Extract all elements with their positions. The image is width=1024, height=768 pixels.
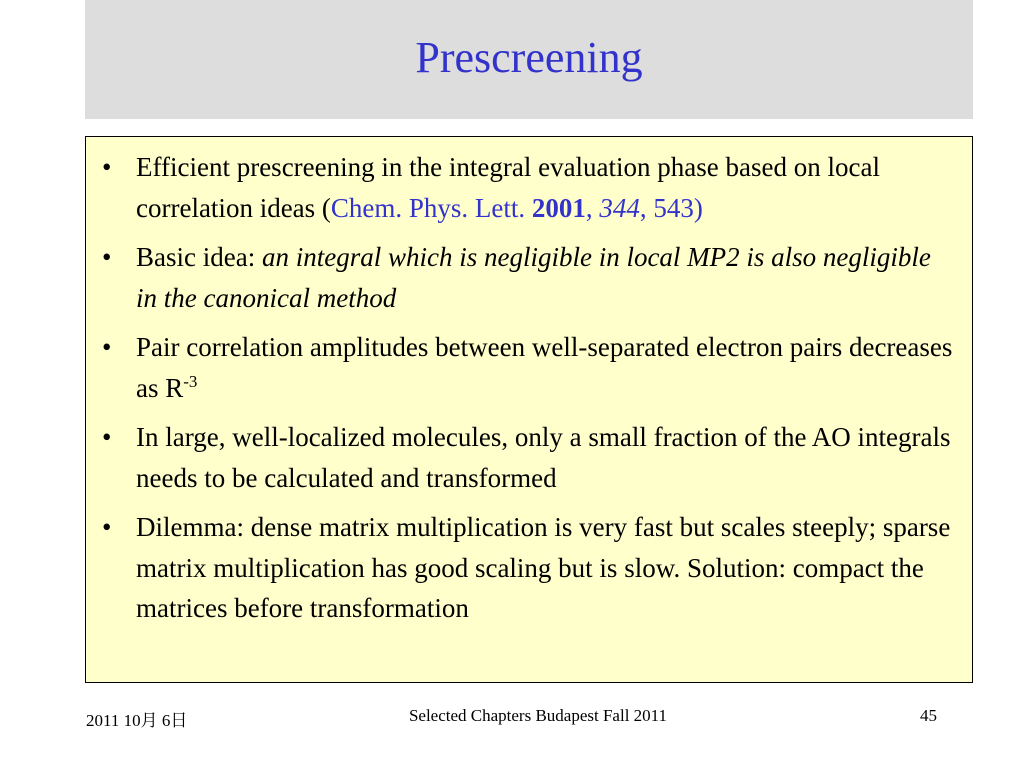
content-box xyxy=(85,136,973,683)
bullet-icon: • xyxy=(102,332,112,362)
footer-title: Selected Chapters Budapest Fall 2011 xyxy=(408,706,668,725)
bullet-text: Pair correlation amplitudes between well-separated electron pairs decreases as R xyxy=(136,332,953,403)
citation-volume: 344 xyxy=(599,192,640,223)
bullet-item xyxy=(102,327,956,408)
bullet-item xyxy=(102,417,956,498)
page-number: 45 xyxy=(920,706,937,725)
bullet-list xyxy=(86,137,972,629)
citation-year: 2001 xyxy=(531,192,586,223)
citation-journal: Chem. Phys. Lett. xyxy=(330,192,532,223)
bullet-icon: • xyxy=(102,422,112,452)
bullet-emphasis: an integral which is negligible in local MP2 is also negligible in the canonical method xyxy=(136,242,931,313)
footer-center xyxy=(0,706,1024,726)
footer-date: 2011 10月 6日 xyxy=(86,711,188,730)
citation xyxy=(331,193,703,223)
bullet-icon: • xyxy=(102,152,112,182)
bullet-text: In large, well-localized molecules, only a small fraction of the AO integrals needs to be calculated and transformed xyxy=(136,422,951,493)
citation-pages: 543) xyxy=(653,192,703,223)
bullet-text: Efficient prescreening in the integral evaluation phase based on local correlation ideas ( xyxy=(136,152,880,223)
bullet-text: Basic idea: xyxy=(136,242,262,272)
superscript: -3 xyxy=(183,371,198,391)
bullet-icon: • xyxy=(102,242,112,272)
title-bar xyxy=(85,0,973,119)
bullet-item xyxy=(102,147,956,228)
citation-separator: , xyxy=(639,192,647,223)
bullet-icon: • xyxy=(102,512,112,542)
footer xyxy=(0,706,1024,736)
bullet-text: Dilemma: dense matrix multiplication is very fast but scales steeply; sparse matrix multiplication has good scaling but is slow. Solution: compact the matrices before transformation xyxy=(136,512,951,623)
bullet-item xyxy=(102,507,956,629)
slide-title: Prescreening xyxy=(415,33,643,82)
citation-separator: , xyxy=(585,192,600,223)
bullet-item xyxy=(102,237,956,318)
